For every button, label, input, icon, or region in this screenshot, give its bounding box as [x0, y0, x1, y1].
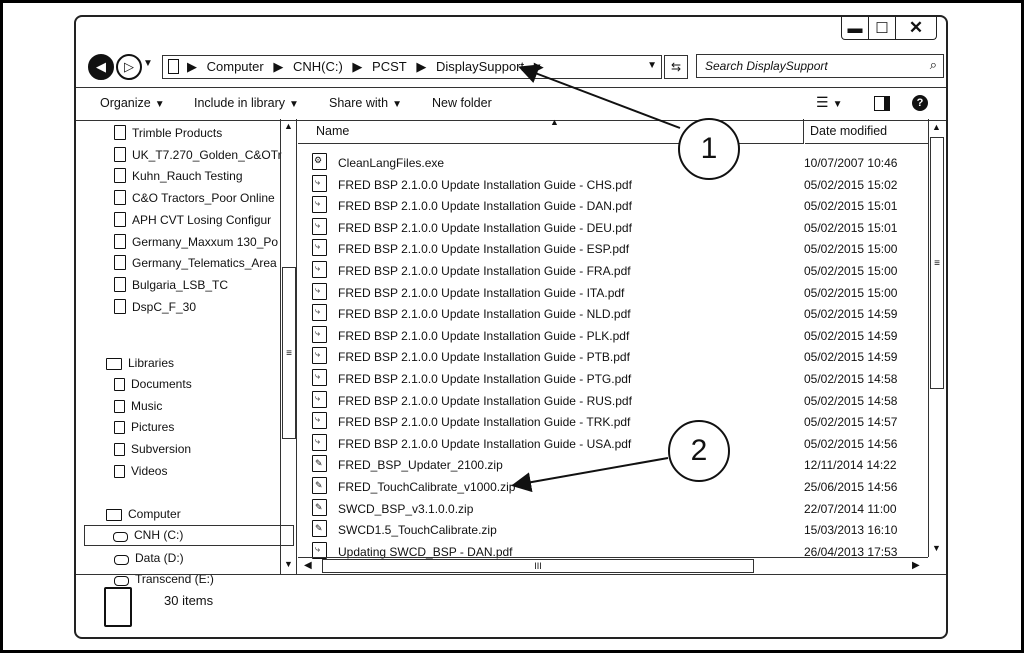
share-with-label: Share with [329, 96, 389, 110]
breadcrumb-separator: ▶ [187, 59, 197, 74]
breadcrumb-cnh-c[interactable]: CNH(C:) [292, 59, 343, 74]
item-count: 30 items [164, 593, 214, 608]
file-name: Updating SWCD_BSP - DAN.pdf [338, 544, 513, 559]
search-placeholder: Search DisplaySupport [705, 59, 828, 73]
include-in-library-label: Include in library [194, 96, 286, 110]
horizontal-scroll-thumb[interactable]: III [322, 559, 754, 573]
file-name: FRED BSP 2.1.0.0 Update Installation Guide - FRA.pdf [338, 264, 631, 278]
help-icon: ? [916, 97, 924, 109]
file-date: 05/02/2015 14:58 [804, 372, 898, 386]
address-dropdown-icon[interactable]: ▼ [647, 60, 657, 71]
recent-pages-dropdown-icon[interactable]: ▼ [143, 58, 153, 69]
file-name: SWCD_BSP_v3.1.0.0.zip [338, 501, 474, 516]
scroll-down-icon[interactable]: ▼ [932, 543, 941, 553]
callout-1-arrow [522, 68, 680, 128]
file-date: 22/07/2014 11:00 [804, 501, 897, 516]
nav-folder-label: Germany_Maxxum 130_Po [132, 234, 279, 249]
pdf-file-icon: ⤷ [312, 218, 327, 235]
pdf-file-icon: ⤷ [312, 391, 327, 408]
nav-folder-label: Bulgaria_LSB_TC [132, 277, 229, 292]
pdf-file-icon: ⤷ [312, 261, 327, 278]
scroll-up-icon[interactable]: ▲ [284, 121, 293, 131]
column-date-label: Date modified [810, 124, 888, 138]
pdf-file-icon: ⤷ [312, 369, 327, 386]
scroll-right-icon[interactable]: ▶ [912, 560, 920, 571]
file-name: FRED BSP 2.1.0.0 Update Installation Guide - PLK.pdf [338, 328, 630, 343]
file-date: 05/02/2015 15:01 [804, 199, 898, 214]
zip-file-icon: ✎ [312, 477, 327, 494]
nav-folder-label: Germany_Telematics_Area [132, 256, 277, 271]
nav-library-label: Documents [131, 377, 192, 391]
file-date: 05/02/2015 15:00 [804, 242, 898, 257]
chevron-down-icon: ▼ [832, 99, 843, 110]
breadcrumb-computer[interactable]: Computer [206, 59, 264, 74]
nav-folder-label: APH CVT Losing Configur [132, 212, 272, 227]
search-icon[interactable]: ⌕ [929, 57, 937, 72]
breadcrumb-separator: ▶ [352, 59, 363, 74]
file-name: FRED BSP 2.1.0.0 Update Installation Guide - RUS.pdf [338, 393, 632, 408]
arrow-left-icon: ◀ [96, 59, 106, 74]
file-date: 12/11/2014 14:22 [804, 458, 897, 473]
callout-2: 2 [668, 420, 730, 482]
nav-folder-label: UK_T7.270_Golden_C&OTr [132, 147, 282, 162]
pdf-file-icon: ⤷ [312, 175, 327, 192]
arrow-right-icon: ▷ [124, 59, 134, 74]
file-name: SWCD1.5_TouchCalibrate.zip [338, 523, 497, 538]
file-name: FRED BSP 2.1.0.0 Update Installation Guide - NLD.pdf [338, 307, 631, 322]
pdf-file-icon: ⤷ [312, 283, 327, 300]
nav-folder-label: C&O Tractors_Poor Online [132, 191, 275, 206]
zip-file-icon: ✎ [312, 499, 327, 516]
sort-ascending-icon: ▲ [550, 117, 559, 127]
file-date: 05/02/2015 15:01 [804, 220, 898, 235]
file-date: 05/02/2015 14:57 [804, 415, 898, 430]
file-name: FRED BSP 2.1.0.0 Update Installation Guide - PTG.pdf [338, 372, 632, 386]
file-date: 25/06/2015 14:56 [804, 480, 898, 494]
pdf-file-icon: ⤷ [312, 434, 327, 451]
file-date: 05/02/2015 15:02 [804, 177, 898, 192]
breadcrumb-separator: ▶ [273, 59, 284, 74]
nav-folder-label: Trimble Products [132, 126, 223, 140]
file-name: FRED BSP 2.1.0.0 Update Installation Guide - CHS.pdf [338, 177, 632, 192]
zip-file-icon: ✎ [312, 520, 327, 537]
zip-file-icon: ✎ [312, 455, 327, 472]
nav-folder-label: Kuhn_Rauch Testing [132, 169, 243, 184]
file-date: 05/02/2015 15:00 [804, 285, 898, 300]
scroll-left-icon[interactable]: ◀ [304, 560, 312, 571]
file-name: FRED_BSP_Updater_2100.zip [338, 458, 503, 473]
file-date: 05/02/2015 15:00 [804, 264, 898, 278]
file-name: FRED BSP 2.1.0.0 Update Installation Guide - DAN.pdf [338, 199, 632, 214]
file-date: 05/02/2015 14:59 [804, 328, 898, 343]
breadcrumb-displaysupport[interactable]: DisplaySupport [435, 59, 525, 74]
nav-folder-label: DspC_F_30 [132, 299, 197, 314]
nav-computer-label: Computer [128, 507, 181, 521]
refresh-icon: ⇆ [670, 60, 682, 74]
file-name: FRED BSP 2.1.0.0 Update Installation Guide - USA.pdf [338, 436, 632, 451]
minimize-button[interactable]: ▬ [842, 17, 869, 39]
pdf-file-icon: ⤷ [312, 412, 327, 429]
nav-scroll-thumb[interactable]: ≡ [282, 267, 296, 439]
pdf-file-icon: ⤷ [312, 542, 327, 559]
nav-drive-label: CNH (C:) [134, 528, 184, 542]
nav-libraries-label: Libraries [128, 356, 175, 370]
list-view-icon: ☰ [816, 94, 829, 110]
chevron-down-icon: ▼ [289, 99, 299, 110]
nav-drive-label: Data (D:) [135, 550, 184, 565]
close-button[interactable]: ✕ [908, 18, 924, 37]
file-name: FRED BSP 2.1.0.0 Update Installation Guide - PTB.pdf [338, 350, 630, 365]
nav-drive-label: Transcend (E:) [135, 572, 214, 586]
file-date: 10/07/2007 10:46 [804, 156, 898, 170]
file-name: FRED BSP 2.1.0.0 Update Installation Guide - ESP.pdf [338, 242, 630, 257]
file-date: 05/02/2015 14:58 [804, 393, 898, 408]
file-date: 05/02/2015 14:59 [804, 350, 898, 365]
file-name: FRED BSP 2.1.0.0 Update Installation Guide - ITA.pdf [338, 285, 625, 300]
nav-library-label: Music [131, 398, 163, 413]
file-name: FRED BSP 2.1.0.0 Update Installation Guide - TRK.pdf [338, 415, 631, 430]
pdf-file-icon: ⤷ [312, 304, 327, 321]
nav-library-label: Pictures [131, 420, 175, 435]
file-scroll-thumb[interactable]: ≡ [930, 137, 944, 389]
pdf-file-icon: ⤷ [312, 326, 327, 343]
organize-label: Organize [100, 96, 151, 110]
maximize-button[interactable]: ☐ [869, 17, 896, 39]
file-name: FRED BSP 2.1.0.0 Update Installation Guide - DEU.pdf [338, 220, 632, 235]
callout-2-arrow [515, 458, 668, 485]
column-name-label: Name [316, 124, 350, 138]
file-date: 05/02/2015 14:59 [804, 307, 898, 322]
scroll-up-icon[interactable]: ▲ [932, 122, 941, 132]
file-date: 15/03/2013 16:10 [804, 523, 898, 538]
breadcrumb-separator: ▶ [416, 59, 427, 74]
file-date: 05/02/2015 14:56 [804, 436, 898, 451]
file-date: 26/04/2013 17:53 [804, 544, 898, 559]
breadcrumb-pcst[interactable]: PCST [372, 59, 407, 74]
pdf-file-icon: ⤷ [312, 347, 327, 364]
nav-library-label: Videos [131, 463, 168, 478]
new-folder-label: New folder [432, 96, 492, 110]
breadcrumb-separator: ▶ [533, 59, 544, 74]
file-name: CleanLangFiles.exe [338, 156, 445, 170]
pdf-file-icon: ⤷ [312, 239, 327, 256]
pdf-file-icon: ⤷ [312, 196, 327, 213]
chevron-down-icon: ▼ [154, 99, 165, 110]
chevron-down-icon: ▼ [392, 99, 402, 110]
exe-file-icon: ⚙ [312, 153, 327, 170]
file-name: FRED_TouchCalibrate_v1000.zip [338, 480, 516, 494]
nav-library-label: Subversion [131, 442, 192, 457]
scroll-down-icon[interactable]: ▼ [284, 559, 293, 569]
callout-1: 1 [678, 118, 740, 180]
